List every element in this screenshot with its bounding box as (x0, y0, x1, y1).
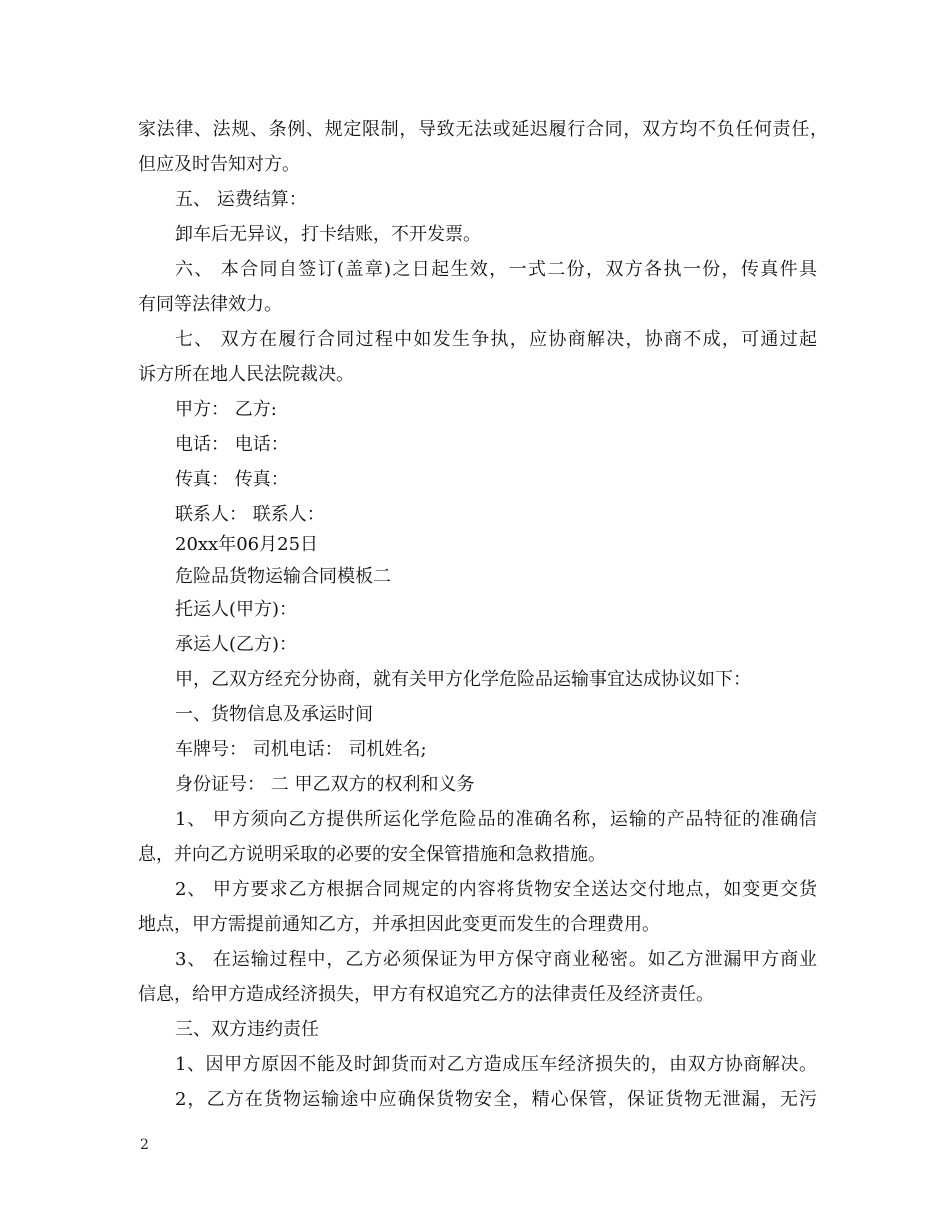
text-line: 联系人： 联系人： (175, 504, 325, 525)
text-line: 电话： 电话： (175, 434, 289, 455)
text-line: 五、 运费结算： (175, 189, 307, 210)
text-line: 甲方： 乙方: (175, 399, 277, 420)
section-heading: 身份证号： 二 甲乙双方的权利和义务 (175, 774, 475, 795)
text-line: 地点，甲方需提前通知乙方，并承担因此变更而发生的合理费用。 (138, 914, 660, 935)
text-line: 有同等法律效力。 (138, 294, 282, 315)
text-line: 卸车后无异议，打卡结账，不开发票。 (175, 224, 481, 245)
text-line: 托运人(甲方)： (175, 599, 298, 620)
text-line: 2、 甲方要求乙方根据合同规定的内容将货物安全送达交付地点，如变更交货 (175, 879, 817, 900)
text-line: 1、 甲方须向乙方提供所运化学危险品的准确名称，运输的产品特征的准确信 (175, 809, 817, 830)
text-line: 诉方所在地人民法院裁决。 (138, 364, 354, 385)
text-line: 1、因甲方原因不能及时卸货而对乙方造成压车经济损失的，由双方协商解决。 (175, 1054, 817, 1075)
text-line: 六、 本合同自签订(盖章)之日起生效，一式二份，双方各执一份，传真件具 (175, 259, 817, 280)
document-title: 危险品货物运输合同模板二 (175, 566, 391, 587)
page-number: 2 (140, 1137, 149, 1153)
text-line: 承运人(乙方)： (175, 634, 298, 655)
text-line: 传真： 传真： (175, 469, 289, 490)
text-line: 3、 在运输过程中，乙方必须保证为甲方保守商业秘密。如乙方泄漏甲方商业 (175, 949, 817, 970)
text-line: 甲，乙双方经充分协商，就有关甲方化学危险品运输事宜达成协议如下： (175, 669, 751, 690)
section-heading: 一、货物信息及承运时间 (175, 704, 373, 725)
text-line: 20xx年06月25日 (175, 534, 319, 555)
text-line: 但应及时告知对方。 (138, 154, 300, 175)
text-line: 2，乙方在货物运输途中应确保货物安全，精心保管，保证货物无泄漏，无污 (175, 1089, 817, 1110)
section-heading: 三、双方违约责任 (175, 1019, 319, 1040)
text-line: 车牌号： 司机电话： 司机姓名; (175, 739, 427, 760)
text-line: 七、 双方在履行合同过程中如发生争执，应协商解决，协商不成，可通过起 (175, 329, 817, 350)
text-line: 家法律、法规、条例、规定限制，导致无法或延迟履行合同，双方均不负任何责任， (138, 119, 828, 140)
text-line: 息，并向乙方说明采取的必要的安全保管措施和急救措施。 (138, 844, 606, 865)
text-line: 信息，给甲方造成经济损失，甲方有权追究乙方的法律责任及经济责任。 (138, 984, 714, 1005)
